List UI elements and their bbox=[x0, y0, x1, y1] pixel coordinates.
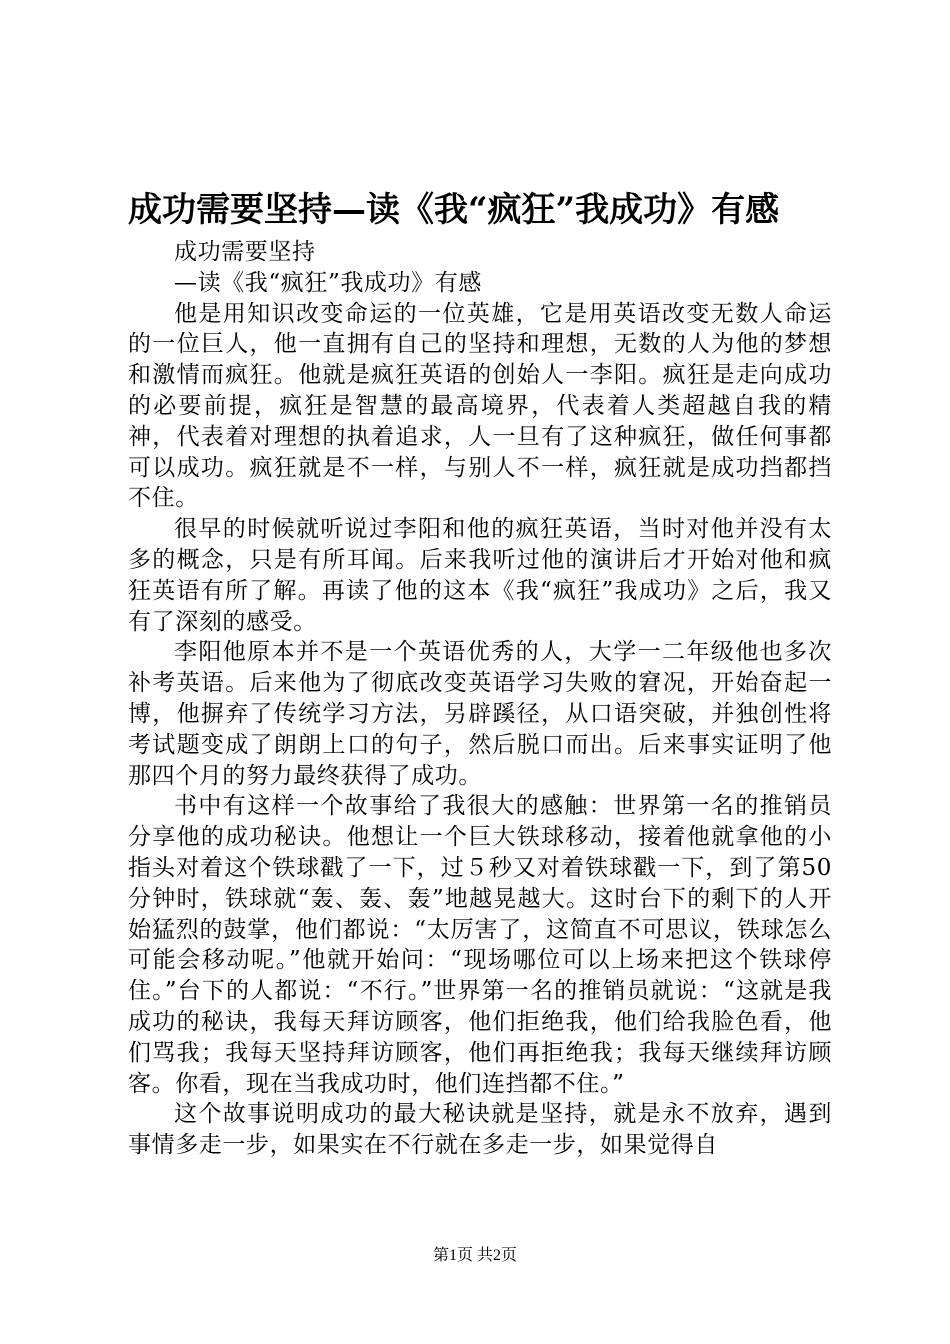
body-paragraph: 李阳他原本并不是一个英语优秀的人，大学一二年级他也多次补考英语。后来他为了彻底改变英语学习失败的窘况，开始奋起一博，他摒弃了传统学习方法，另辟蹊径，从口语突破，并独创性将考试题变成了朗朗上口的句子，然后脱口而出。后来事实证明了他那四个月的努力最终获得了成功。 bbox=[128, 639, 832, 789]
page-footer: 第1页 共2页 bbox=[432, 1247, 517, 1264]
subtitle-line: —读《我“疯狂”我成功》有感 bbox=[174, 269, 482, 296]
document-body bbox=[128, 237, 832, 1161]
document-title: 成功需要坚持—读《我“疯狂”我成功》有感 bbox=[128, 190, 780, 230]
body-paragraph: 这个故事说明成功的最大秘诀就是坚持，就是永不放弃，遇到事情多走一步，如果实在不行就在多走一步，如果觉得自 bbox=[128, 1101, 832, 1159]
subtitle-line: 成功需要坚持 bbox=[174, 239, 316, 265]
body-paragraph: 书中有这样一个故事给了我很大的感触：世界第一名的推销员分享他的成功秘诀。他想让一个巨大铁球移动，接着他就拿他的小指头对着这个铁球戳了一下，过５秒又对着铁球戳一下，到了第50分钟时，铁球就“轰、轰、轰”地越晃越大。这时台下的剩下的人开始猛烈的鼓掌，他们都说：“太厉害了，这简直不可思议，铁球怎么可能会移动呢。”他就开始问：“现场哪位可以上场来把这个铁球停住。”台下的人都说：“不行。”世界第一名的推销员就说：“这就是我成功的秘诀，我每天拜访顾客，他们拒绝我，他们给我脸色看，他们骂我；我每天坚持拜访顾客，他们再拒绝我；我每天继续拜访顾客。你看，现在当我成功时，他们连挡都不住。” bbox=[128, 793, 832, 1097]
body-paragraph: 很早的时候就听说过李阳和他的疯狂英语，当时对他并没有太多的概念，只是有所耳闻。后来我听过他的演讲后才开始对他和疯狂英语有所了解。再读了他的这本《我“疯狂”我成功》之后，我又有了深刻的感受。 bbox=[128, 516, 832, 635]
body-paragraph: 他是用知识改变命运的一位英雄，它是用英语改变无数人命运的一位巨人，他一直拥有自己的坚持和理想，无数的人为他的梦想和激情而疯狂。他就是疯狂英语的创始人一李阳。疯狂是走向成功的必要前提，疯狂是智慧的最高境界，代表着人类超越自我的精神，代表着对理想的执着追求，人一旦有了这种疯狂，做任何事都可以成功。疯狂就是不一样，与别人不一样，疯狂就是成功挡都挡不住。 bbox=[128, 300, 832, 512]
